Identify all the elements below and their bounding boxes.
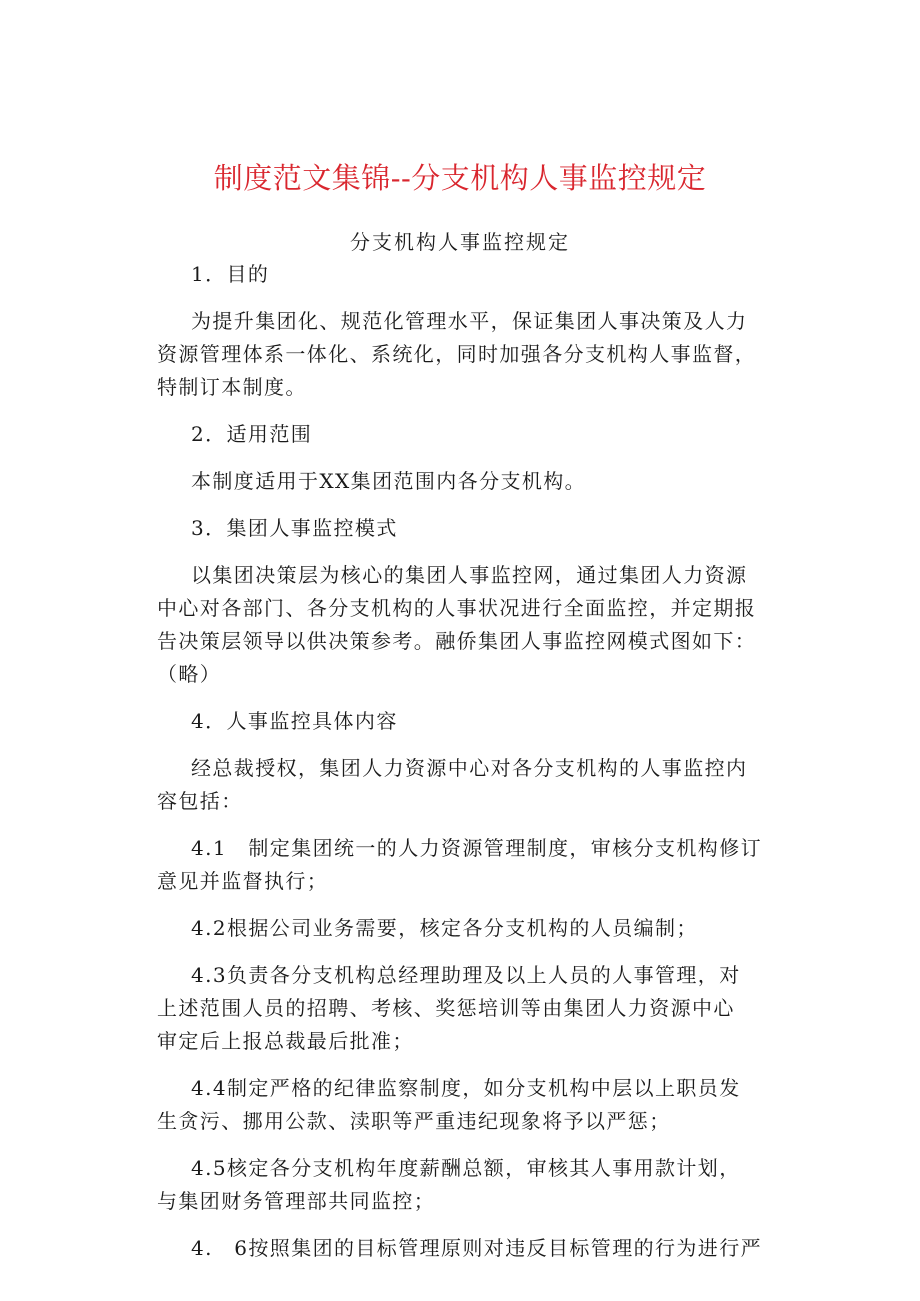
paragraph-line: 告决策层领导以供决策参考。融侨集团人事监控网模式图如下： xyxy=(157,629,757,653)
paragraph-line: 特制订本制度。 xyxy=(157,375,307,399)
paragraph-line: 4.2根据公司业务需要，核定各分支机构的人员编制； xyxy=(191,916,698,940)
section-heading: 4．人事监控具体内容 xyxy=(191,709,398,733)
paragraph-line: 本制度适用于XX集团范围内各分支机构。 xyxy=(191,469,587,493)
paragraph xyxy=(157,912,777,945)
paragraph xyxy=(157,752,777,818)
paragraph-line: 4.4制定严格的纪律监察制度，如分支机构中层以上职员发 xyxy=(191,1076,741,1100)
document-body xyxy=(157,258,777,1279)
paragraph-line: 4.1 制定集团统一的人力资源管理制度，审核分支机构修订 xyxy=(191,836,763,860)
paragraph-line: 经总裁授权，集团人力资源中心对各分支机构的人事监控内 xyxy=(191,756,748,780)
paragraph xyxy=(157,959,777,1058)
document-subtitle: 分支机构人事监控规定 xyxy=(350,230,570,254)
paragraph xyxy=(157,465,777,498)
paragraph xyxy=(157,559,777,691)
paragraph-line: 生贪污、挪用公款、渎职等严重违纪现象将予以严惩； xyxy=(157,1109,671,1133)
paragraph xyxy=(157,832,777,898)
document-title: 制度范文集锦--分支机构人事监控规定 xyxy=(213,161,707,195)
paragraph-line: 为提升集团化、规范化管理水平，保证集团人事决策及人力 xyxy=(191,309,748,333)
paragraph-line: 与集团财务管理部共同监控； xyxy=(157,1189,436,1213)
paragraph-line: 以集团决策层为核心的集团人事监控网，通过集团人力资源 xyxy=(191,563,748,587)
section-heading: 2．适用范围 xyxy=(191,422,313,446)
paragraph-line: （略） xyxy=(157,662,222,686)
paragraph-line: 4.5核定各分支机构年度薪酬总额，审核其人事用款计划， xyxy=(191,1156,741,1180)
paragraph-line: 意见并监督执行； xyxy=(157,869,329,893)
paragraph-line: 容包括： xyxy=(157,789,243,813)
paragraph-line: 资源管理体系一体化、系统化，同时加强各分支机构人事监督， xyxy=(157,342,757,366)
paragraph-line: 中心对各部门、各分支机构的人事状况进行全面监控，并定期报 xyxy=(157,596,757,620)
paragraph-line: 上述范围人员的招聘、考核、奖惩培训等由集团人力资源中心 xyxy=(157,996,735,1020)
paragraph xyxy=(157,1072,777,1138)
paragraph-line: 4. 6按照集团的目标管理原则对违反目标管理的行为进行严 xyxy=(191,1236,763,1260)
paragraph xyxy=(157,1152,777,1218)
paragraph xyxy=(157,1232,777,1265)
paragraph xyxy=(157,305,777,404)
section-heading: 3．集团人事监控模式 xyxy=(191,516,398,540)
paragraph-line: 审定后上报总裁最后批准； xyxy=(157,1029,414,1053)
section-heading: 1．目的 xyxy=(191,262,270,286)
paragraph-line: 4.3负责各分支机构总经理助理及以上人员的人事管理，对 xyxy=(191,963,741,987)
